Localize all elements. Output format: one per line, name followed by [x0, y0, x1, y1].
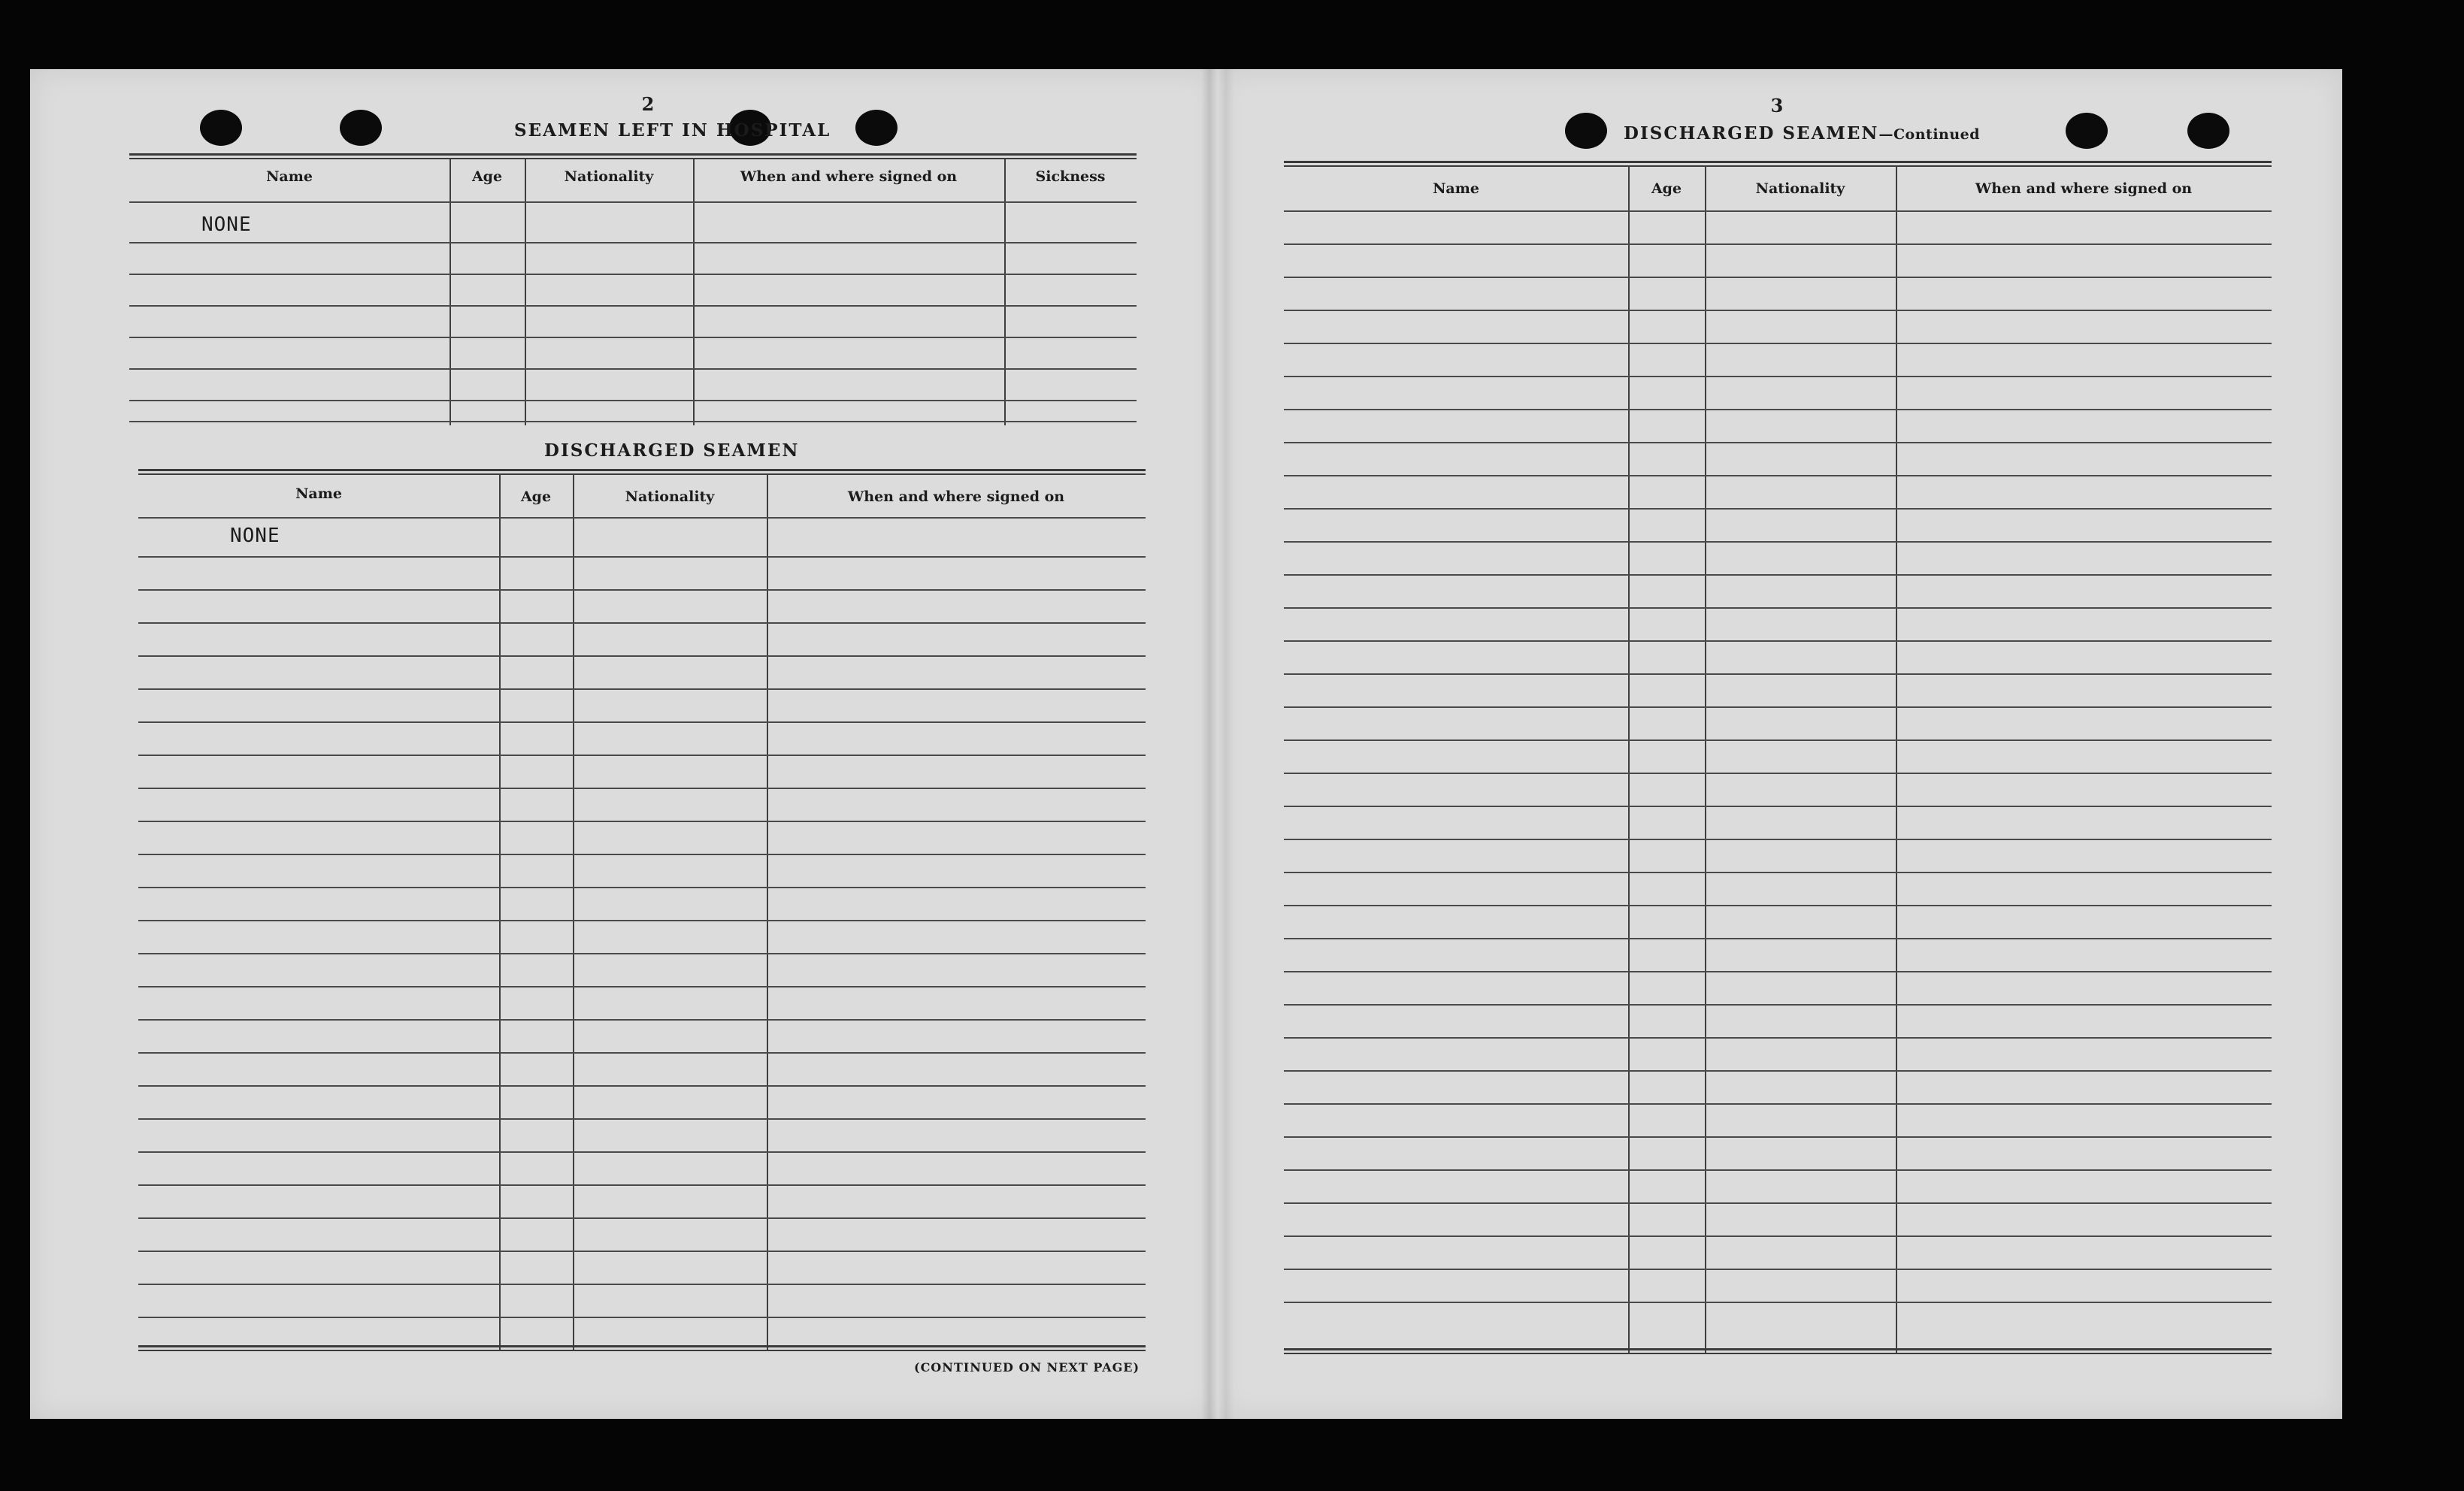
column-header-nationality: Nationality	[564, 168, 654, 185]
column-header-nationality: Nationality	[625, 488, 715, 505]
table-row-rule	[138, 854, 1146, 855]
discharged-continued-suffix: —Continued	[1878, 126, 1981, 143]
table-row-rule	[138, 920, 1146, 921]
table-row-rule	[138, 622, 1146, 624]
table-row-rule	[138, 755, 1146, 756]
table-row-rule	[1284, 343, 2272, 344]
punch-hole	[2066, 113, 2108, 149]
table-row-rule	[1284, 277, 2272, 278]
punch-hole	[2187, 113, 2229, 149]
page-fold	[1201, 69, 1234, 1419]
table-row-rule	[138, 1217, 1146, 1219]
table-row-rule	[129, 242, 1137, 243]
table-row-rule	[1284, 442, 2272, 443]
column-header-age: Age	[471, 168, 503, 185]
table-row-rule	[1284, 938, 2272, 939]
hospital-section-title: SEAMEN LEFT IN HOSPITAL	[514, 120, 831, 141]
punch-hole	[340, 110, 382, 146]
table-top-rule	[138, 469, 1146, 475]
table-bottom-rule	[129, 421, 1137, 422]
table-top-rule	[129, 153, 1137, 159]
discharged-table	[138, 469, 1146, 1353]
table-row-rule	[138, 1019, 1146, 1021]
table-row-rule	[1284, 1070, 2272, 1072]
discharged-continued-title-main: DISCHARGED SEAMEN	[1624, 123, 1879, 144]
table-row-rule	[1284, 1302, 2272, 1303]
hospital-table	[129, 153, 1137, 425]
table-row-rule	[1284, 1037, 2272, 1039]
discharged-continued-table	[1284, 161, 2272, 1359]
table-row-rule	[138, 1118, 1146, 1120]
table-row-rule	[138, 517, 1146, 519]
table-row-rule	[1284, 1202, 2272, 1204]
table-row-rule	[138, 887, 1146, 888]
punch-hole	[200, 110, 242, 146]
table-row-rule	[138, 589, 1146, 591]
table-row-rule	[138, 1184, 1146, 1186]
table-row-rule	[1284, 210, 2272, 212]
table-row-rule	[1284, 310, 2272, 311]
column-divider	[525, 158, 526, 425]
hospital-entry-none: NONE	[201, 213, 252, 236]
column-divider	[1004, 158, 1006, 425]
column-header-signed-on: When and where signed on	[740, 168, 958, 185]
table-row-rule	[1284, 706, 2272, 708]
discharged-entry-none: NONE	[230, 525, 280, 547]
table-bottom-rule	[1284, 1348, 2272, 1354]
table-row-rule	[1284, 607, 2272, 609]
table-row-rule	[129, 305, 1137, 307]
table-row-rule	[1284, 673, 2272, 675]
column-header-name: Name	[295, 485, 342, 502]
table-row-rule	[1284, 1004, 2272, 1006]
table-row-rule	[1284, 806, 2272, 807]
table-row-rule	[1284, 640, 2272, 642]
table-row-rule	[138, 1085, 1146, 1087]
continued-note: (CONTINUED ON NEXT PAGE)	[914, 1360, 1140, 1375]
table-row-rule	[138, 721, 1146, 723]
table-bottom-rule	[138, 1345, 1146, 1351]
table-row-rule	[129, 337, 1137, 338]
table-row-rule	[1284, 872, 2272, 873]
table-row-rule	[1284, 409, 2272, 410]
column-header-nationality: Nationality	[1755, 180, 1845, 197]
table-row-rule	[138, 655, 1146, 657]
column-header-sickness: Sickness	[1035, 168, 1106, 185]
table-row-rule	[138, 1317, 1146, 1318]
table-row-rule	[129, 274, 1137, 275]
table-row-rule	[138, 1284, 1146, 1285]
column-header-name: Name	[1433, 180, 1479, 197]
table-row-rule	[1284, 1136, 2272, 1138]
page-number-right: 3	[1770, 95, 1784, 116]
table-row-rule	[129, 201, 1137, 203]
table-row-rule	[1284, 376, 2272, 377]
column-header-age: Age	[1651, 180, 1682, 197]
column-divider	[450, 158, 451, 425]
table-row-rule	[138, 953, 1146, 954]
table-row-rule	[1284, 574, 2272, 576]
table-row-rule	[138, 556, 1146, 558]
table-row-rule	[138, 821, 1146, 822]
table-row-rule	[138, 1052, 1146, 1054]
table-row-rule	[138, 986, 1146, 987]
table-row-rule	[1284, 1235, 2272, 1237]
table-row-rule	[1284, 508, 2272, 510]
table-row-rule	[1284, 541, 2272, 543]
table-row-rule	[129, 400, 1137, 401]
column-header-age: Age	[520, 488, 552, 505]
page-number-left: 2	[641, 93, 655, 115]
table-row-rule	[1284, 243, 2272, 245]
table-row-rule	[1284, 1269, 2272, 1270]
table-row-rule	[1284, 971, 2272, 972]
column-header-signed-on: When and where signed on	[847, 488, 1065, 505]
table-row-rule	[138, 788, 1146, 789]
table-row-rule	[1284, 905, 2272, 906]
table-row-rule	[1284, 475, 2272, 476]
table-row-rule	[1284, 739, 2272, 741]
table-row-rule	[1284, 773, 2272, 774]
table-row-rule	[1284, 1169, 2272, 1171]
column-header-signed-on: When and where signed on	[1975, 180, 2193, 197]
punch-hole	[855, 110, 898, 146]
table-row-rule	[138, 1251, 1146, 1252]
column-header-name: Name	[266, 168, 313, 185]
table-row-rule	[1284, 1103, 2272, 1105]
table-row-rule	[138, 1151, 1146, 1153]
table-row-rule	[129, 368, 1137, 370]
column-divider	[693, 158, 695, 425]
table-top-rule	[1284, 161, 2272, 167]
discharged-section-title: DISCHARGED SEAMEN	[544, 440, 800, 461]
table-row-rule	[138, 688, 1146, 690]
punch-hole	[1565, 113, 1607, 149]
table-row-rule	[1284, 839, 2272, 840]
discharged-continued-title	[1624, 123, 1980, 144]
